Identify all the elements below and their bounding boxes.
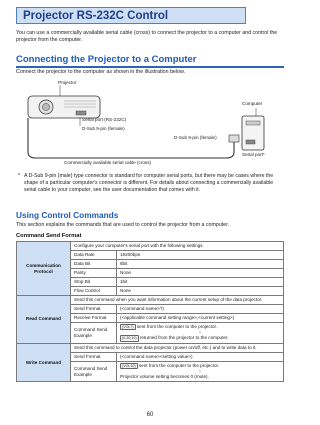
setting-key: Stop Bit <box>71 278 117 287</box>
page-title-banner <box>16 7 246 24</box>
footnote <box>18 173 284 194</box>
intro-paragraph: You can use a commercially available serial cable (cross) to connect the projector to a computer and control the projector from the computer. <box>16 30 278 44</box>
table-row <box>17 296 284 305</box>
setting-key: Parity <box>71 269 117 278</box>
setting-key: Data Bit <box>71 260 117 269</box>
table-row <box>17 343 284 352</box>
read-receive-format-key: Receive Format <box>71 314 117 323</box>
setting-value: None <box>117 269 284 278</box>
read-example-key: Command Send Example <box>71 323 117 344</box>
serial-port-label: Serial port (RS-232C) <box>82 117 127 122</box>
group-read: Read Command <box>17 296 71 344</box>
write-send-format-value: (<command name><setting value>) <box>117 352 284 361</box>
section-heading-connecting: Connecting the Projector to a Computer <box>16 54 197 65</box>
read-receive-format-value: (<applicable command setting range>,<current setting>) <box>117 314 284 323</box>
footnote-text: A D-Sub 9-pin (male) type connector is standard for computer serial ports, but there may be cases where the shape of a particular computer's connector is different. For details about connecting a commercially available serial cable to your computer, see the user documentation that comes with it. <box>24 173 274 193</box>
serial-port-computer-label: Serial port* <box>242 152 265 157</box>
computer-illustration <box>242 116 264 150</box>
page-number: 60 <box>146 412 154 418</box>
section-commands-text: This section explains the commands that are used to control the projector from a computer. <box>16 222 230 228</box>
write-example-text-1: sent from the computer to the projector. <box>137 362 220 368</box>
read-example-key-2: (0-30,10) <box>122 336 137 341</box>
read-example-value <box>117 323 284 344</box>
write-example-key-1: (VOL10) <box>122 363 136 368</box>
comm-intro: Configure your computer's serial port with the following settings. <box>71 242 284 251</box>
write-send-format-key: Send Format <box>71 352 117 361</box>
write-example-value <box>117 361 284 381</box>
read-send-format-value: (<command name>?) <box>117 305 284 314</box>
projector-label: Projector <box>58 80 77 85</box>
write-example-line-2: Projector volume setting becomes 0 (mute). <box>120 374 209 380</box>
down-arrow-icon: ↓ <box>198 368 202 375</box>
setting-value: 8bit <box>117 260 284 269</box>
read-send-format-key: Send Format <box>71 305 117 314</box>
setting-key: Flow Control <box>71 287 117 296</box>
down-arrow-icon: ↓ <box>198 329 202 336</box>
write-example-key: Command Send Example <box>71 361 117 381</box>
read-example-text-2: returned from the projector to the computer. <box>138 335 229 341</box>
read-example-line-2 <box>120 335 280 341</box>
page-title: Projector RS-232C Control <box>23 10 169 22</box>
group-communication: Communication Protocol <box>17 242 71 296</box>
connection-diagram <box>16 80 284 170</box>
read-example-text-1: sent from the computer to the projector. <box>135 324 218 329</box>
setting-value: 1bit <box>117 278 284 287</box>
read-example-key-1: (VOL?) <box>122 325 134 329</box>
section-rule <box>16 66 284 68</box>
dsub-projector-label: D-Sub 9-pin (female) <box>82 126 125 131</box>
footnote-marker: * <box>18 173 21 179</box>
write-intro: Send this command to control the data projector (power on/off, etc.) and to write data to it. <box>71 343 284 352</box>
dsub-computer-label: D-Sub 9-pin (female) <box>174 135 217 140</box>
section-heading-commands: Using Control Commands <box>16 210 119 220</box>
command-format-table <box>16 241 284 382</box>
projector-illustration <box>28 96 100 118</box>
table-row <box>17 242 284 251</box>
setting-value: None <box>117 287 284 296</box>
cable-label: Commercially available serial cable (cross) <box>64 160 152 165</box>
read-intro: Send this command when you want information about the current setup of the data projector. <box>71 296 284 305</box>
setting-value: 19200bps <box>117 251 284 260</box>
setting-key: Data Rate <box>71 251 117 260</box>
section-connecting-text: Connect the projector to the computer as shown in the illustration below. <box>16 69 186 75</box>
group-write: Write Command <box>17 343 71 381</box>
computer-label: Computer <box>242 101 263 106</box>
subheading-send-format: Command Send Format <box>16 233 82 239</box>
